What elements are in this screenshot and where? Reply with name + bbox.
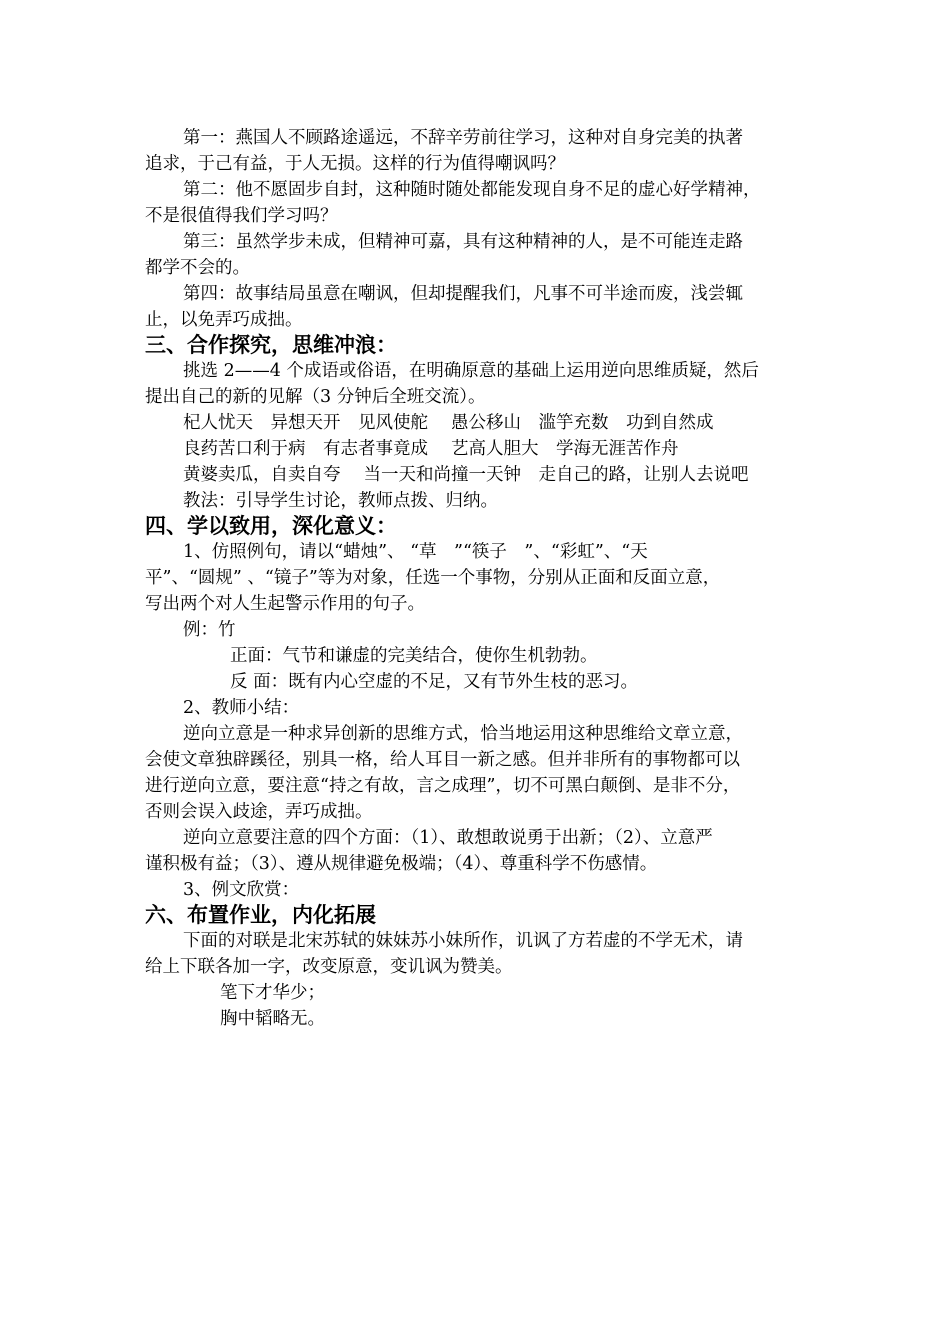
- paragraph-line: 给上下联各加一字，改变原意，变讥讽为赞美。: [145, 957, 513, 977]
- couplet-lower: 胸中韬略无。: [220, 1009, 325, 1029]
- paragraph-line: 3、例文欣赏：: [183, 880, 300, 900]
- paragraph-line: 否则会误入歧途，弄巧成拙。: [145, 802, 373, 822]
- paragraph-line: 2、教师小结：: [183, 698, 300, 718]
- paragraph-line: 第三：虽然学步未成，但精神可嘉，具有这种精神的人，是不可能连走路: [183, 232, 743, 252]
- couplet-upper: 笔下才华少；: [220, 983, 325, 1003]
- example-negative: 反 面：既有内心空虚的不足，又有节外生枝的恶习。: [230, 672, 639, 692]
- paragraph-line: 会使文章独辟蹊径，别具一格，给人耳目一新之感。但并非所有的事物都可以: [145, 750, 740, 770]
- paragraph-line: 第一：燕国人不顾路途遥远，不辞辛劳前往学习，这种对自身完美的执著: [183, 128, 743, 148]
- idiom-list-line: 杞人忧天 异想天开 见风使舵 愚公移山 滥竽充数 功到自然成: [183, 413, 714, 433]
- paragraph-line: 不是很值得我们学习吗？: [145, 206, 338, 226]
- paragraph-line: 逆向立意是一种求异创新的思维方式，恰当地运用这种思维给文章立意，: [183, 724, 743, 744]
- example-positive: 正面：气节和谦虚的完美结合，使你生机勃勃。: [230, 646, 598, 666]
- section-heading-4: 四、学以致用，深化意义：: [145, 514, 397, 538]
- paragraph-line: 提出自己的新的见解（3 分钟后全班交流）。: [145, 387, 486, 407]
- example-label: 例：竹: [183, 620, 236, 640]
- paragraph-line: 逆向立意要注意的四个方面：（1）、敢想敢说勇于出新；（2）、立意严: [183, 828, 713, 848]
- paragraph-line: 挑选 2——4 个成语或俗语，在明确原意的基础上运用逆向思维质疑，然后: [183, 361, 759, 381]
- paragraph-line: 平”、“圆规” 、“镜子”等为对象，任选一个事物，分别从正面和反面立意，: [145, 568, 721, 588]
- section-heading-3: 三、合作探究，思维冲浪：: [145, 333, 397, 357]
- paragraph-line: 写出两个对人生起警示作用的句子。: [145, 594, 425, 614]
- idiom-list-line: 良药苦口利于病 有志者事竟成 艺高人胆大 学海无涯苦作舟: [183, 439, 679, 459]
- paragraph-line: 止，以免弄巧成拙。: [145, 310, 303, 330]
- paragraph-line: 第二：他不愿固步自封，这种随时随处都能发现自身不足的虚心好学精神，: [183, 180, 761, 200]
- paragraph-line: 1、仿照例句，请以“蜡烛”、 “草 ”“筷子 ”、“彩虹”、“天: [183, 542, 648, 562]
- paragraph-line: 教法：引导学生讨论，教师点拨、归纳。: [183, 491, 498, 511]
- paragraph-line: 进行逆向立意，要注意“持之有故，言之成理”，切不可黑白颠倒、是非不分，: [145, 776, 741, 796]
- idiom-list-line: 黄婆卖瓜，自卖自夸 当一天和尚撞一天钟 走自己的路，让别人去说吧: [183, 465, 749, 485]
- section-heading-6: 六、布置作业，内化拓展: [145, 903, 376, 927]
- paragraph-line: 都学不会的。: [145, 258, 250, 278]
- paragraph-line: 谨积极有益；（3）、遵从规律避免极端；（4）、尊重科学不伤感情。: [145, 854, 658, 874]
- paragraph-line: 第四：故事结局虽意在嘲讽，但却提醒我们，凡事不可半途而废，浅尝辄: [183, 284, 743, 304]
- paragraph-line: 追求，于己有益，于人无损。这样的行为值得嘲讽吗？: [145, 154, 565, 174]
- paragraph-line: 下面的对联是北宋苏轼的妹妹苏小妹所作，讥讽了方若虚的不学无术，请: [183, 931, 743, 951]
